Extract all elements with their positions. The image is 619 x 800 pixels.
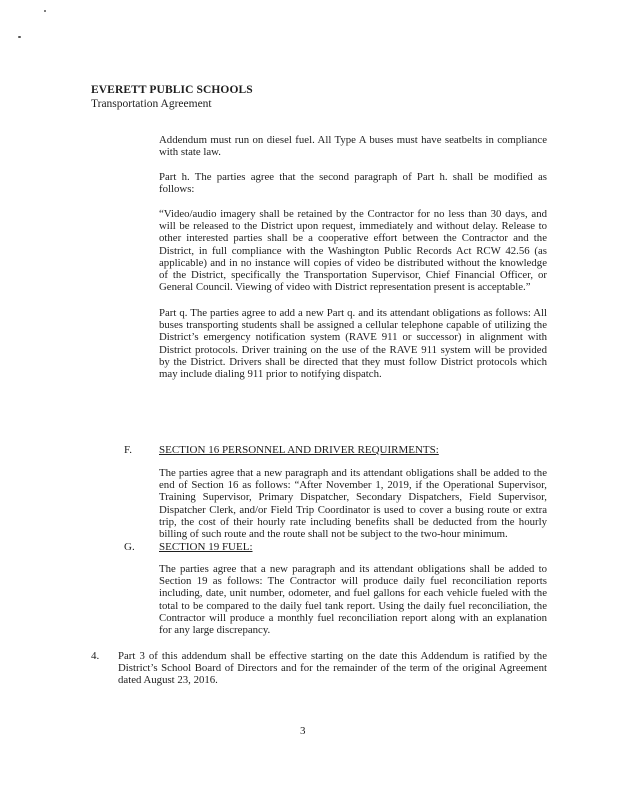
section-f-text: The parties agree that a new paragraph and its attendant obligations shall be added to the end of Section 16 as follows: “After November 1, 2019, if the Operational Supervisor, Training Supervisor, Primary Dispatcher, Secondary Dispatchers, Field Supervisor, Dispatcher Clerk, and/or Field Trip Coordinator is used to cover a busing route or extra trip, the cost of their hourly rate including benefits shall be deducted from the hourly billing of such route and the route shall not be subject to the two-hour minimum. — [159, 467, 547, 541]
paragraph-part-q: Part q. The parties agree to add a new Part q. and its attendant obligations as follows: All buses transporting students shall be assigned a cellular telephone capable of utilizing the District’s emergency notification system (RAVE 911 or successor) in alignment with District protocols. Driver training on the use of the RAVE 911 system will be provided by the District. Drivers shall be directed that they must follow District protocols which may include dialing 911 prior to notifying dispatch. — [159, 307, 547, 381]
header-title: EVERETT PUBLIC SCHOOLS — [91, 84, 253, 96]
section-g-label: G. — [124, 541, 135, 553]
paragraph-quote: “Video/audio imagery shall be retained by the Contractor for no less than 30 days, and will be released to the District upon request, immediately and without delay. Release to other interested parties shall be a cooperative effort between the Contractor and the District, in full compliance with the Washington Public Records Act RCW 42.56 (as applicable) and in no instance will copies of video be distributed without the knowledge of the District, specifically the Transportation Supervisor, Chief Financial Officer, or General Council. Viewing of video with District representation present is acceptable.” — [159, 208, 547, 294]
paragraph-part-h: Part h. The parties agree that the second paragraph of Part h. shall be modified as follows: — [159, 171, 547, 196]
section-f-label: F. — [124, 444, 132, 456]
paragraph-diesel: Addendum must run on diesel fuel. All Type A buses must have seatbelts in compliance with state law. — [159, 134, 547, 159]
scan-speck — [18, 36, 21, 38]
section-f-heading: SECTION 16 PERSONNEL AND DRIVER REQUIRMENTS: — [159, 444, 439, 456]
item-4-text: Part 3 of this addendum shall be effective starting on the date this Addendum is ratified by the District’s School Board of Directors and for the remainder of the term of the original Agreement dated August 23, 2016. — [118, 650, 547, 687]
item-4-label: 4. — [91, 650, 100, 662]
section-g-text: The parties agree that a new paragraph and its attendant obligations shall be added to Section 19 as follows: The Contractor will produce daily fuel reconciliation reports including, date, unit number, odometer, and fuel gallons for each vehicle fueled with the total to be compared to the daily fuel tank report. Using the daily fuel reconciliation, the Contractor will produce a monthly fuel reconciliation report along with an explanation for any large discrepancy. — [159, 563, 547, 637]
scan-speck — [44, 10, 46, 12]
header-subtitle: Transportation Agreement — [91, 98, 212, 110]
section-g-heading: SECTION 19 FUEL: — [159, 541, 253, 553]
page-number: 3 — [300, 725, 306, 737]
